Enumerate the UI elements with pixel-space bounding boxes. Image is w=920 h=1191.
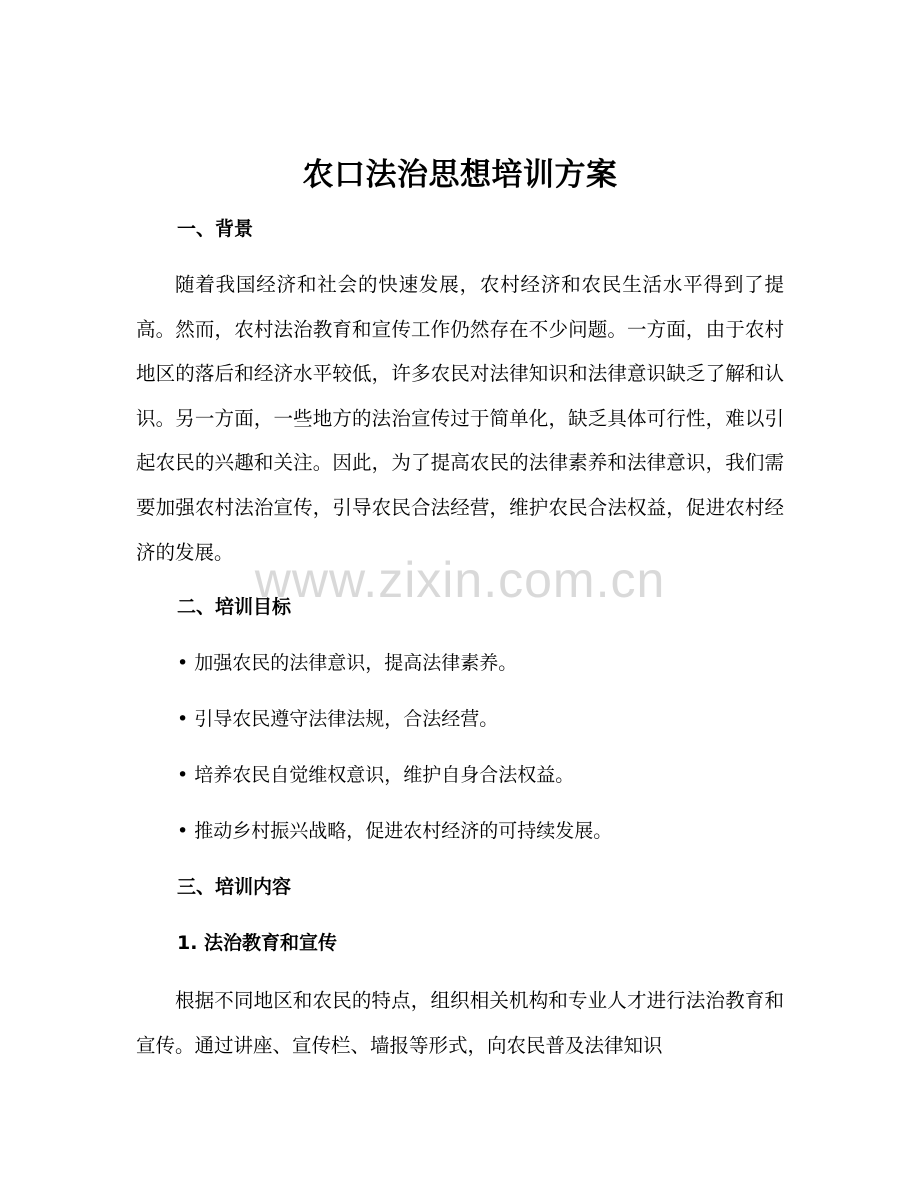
section-heading-content: 三、培训内容 <box>177 876 292 898</box>
section-heading-goals: 二、培训目标 <box>177 596 292 618</box>
background-paragraph: 随着我国经济和社会的快速发展，农村经济和农民生活水平得到了提高。然而，农村法治教育和宣传工作仍然存在不少问题。一方面，由于农村地区的落后和经济水平较低，许多农民对法律知识和法律意识缺乏了解和认识。另一方面，一些地方的法治宣传过于简单化，缺乏具体可行性，难以引起农民的兴趣和关注。因此，为了提高农民的法律素养和法律意识，我们需要加强农村法治宣传，引导农民合法经营，维护农民合法权益，促进农村经济的发展。 <box>136 273 784 564</box>
section-heading-background: 一、背景 <box>177 218 254 240</box>
content-paragraph: 根据不同地区和农民的特点，组织相关机构和专业人才进行法治教育和宣传。通过讲座、宣传栏、墙报等形式，向农民普及法律知识 <box>136 989 784 1057</box>
goal-item: • 引导农民遵守法律法规，合法经营。 <box>177 708 499 730</box>
document-title: 农口法治思想培训方案 <box>302 157 618 193</box>
watermark: www.zixin.com.cn <box>254 552 666 608</box>
goal-item: • 加强农民的法律意识，提高法律素养。 <box>177 652 518 674</box>
goal-item: • 推动乡村振兴战略，促进农村经济的可持续发展。 <box>177 820 613 842</box>
goal-item: • 培养农民自觉维权意识，维护自身合法权益。 <box>177 764 575 786</box>
subsection-heading-legal-education: 1. 法治教育和宣传 <box>177 932 338 954</box>
